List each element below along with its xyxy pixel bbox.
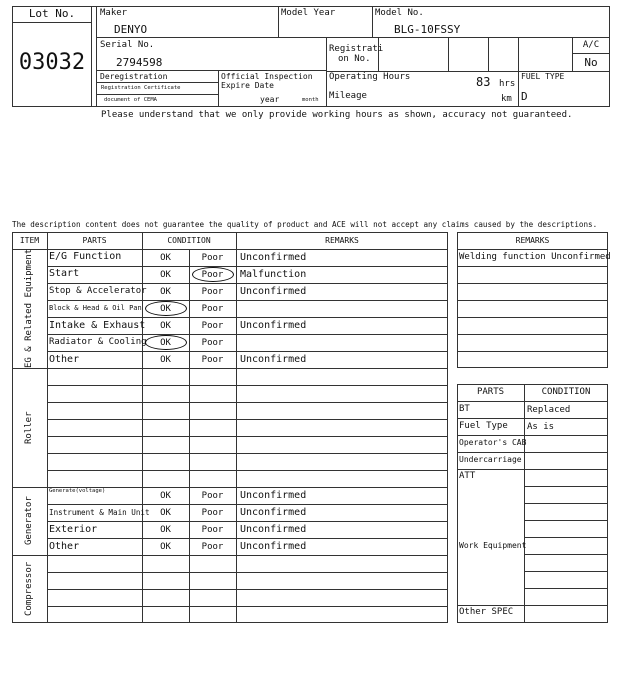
part-label: Radiator & Cooling <box>49 337 147 347</box>
group-roller: Roller <box>24 411 34 444</box>
selected-poor-start <box>192 267 234 282</box>
parts-label: ATT <box>459 471 476 481</box>
month-label: month <box>302 97 319 103</box>
group-compressor: Compressor <box>24 561 34 617</box>
registration-label-1: Registrati <box>329 44 384 54</box>
remark-text: Unconfirmed <box>240 252 307 263</box>
poor-option: Poor <box>201 525 224 535</box>
group-eg-related: EG & Related Equipment <box>24 248 34 368</box>
model-no-value: BLG-10FSSY <box>394 23 461 36</box>
year-label: year <box>260 95 280 104</box>
registration-label-2: on No. <box>338 54 371 64</box>
part-label: Stop & Accelerator <box>49 286 147 296</box>
poor-option: Poor <box>201 253 224 263</box>
parts-label: Work Equipment <box>459 541 527 550</box>
ok-option: OK <box>160 287 171 297</box>
part-label: Block & Head & Oil Pan <box>49 304 142 312</box>
remark-text: Unconfirmed <box>240 507 307 518</box>
km-unit: km <box>501 94 512 104</box>
remark-text: Unconfirmed <box>240 286 307 297</box>
lot-no-label: Lot No. <box>28 7 76 20</box>
col-remarks: REMARKS <box>325 236 359 245</box>
poor-option: Poor <box>201 491 224 501</box>
ac-value: No <box>584 56 598 69</box>
model-no-label: Model No. <box>375 8 424 18</box>
document-cema-label: document of CEMA <box>104 97 157 103</box>
ok-option: OK <box>160 542 171 552</box>
ac-label: A/C <box>582 40 600 50</box>
serial-no-label: Serial No. <box>100 40 155 50</box>
expire-date-label: Expire Date <box>221 81 274 90</box>
col-parts: PARTS <box>82 236 107 245</box>
ok-option: OK <box>160 321 171 331</box>
part-label: Exterior <box>49 524 98 535</box>
operating-hours-value: 83 <box>476 75 491 89</box>
remark-text: Unconfirmed <box>240 541 307 552</box>
side-remarks-line: Welding function Unconfirmed <box>459 252 611 262</box>
fuel-type-value: D <box>521 90 528 103</box>
maker-label: Maker <box>100 8 128 18</box>
condition-value: As is <box>527 422 555 432</box>
fuel-type-label: FUEL TYPE <box>521 72 565 81</box>
poor-option: Poor <box>201 304 224 314</box>
condition-col-header: CONDITION <box>541 387 591 397</box>
selected-ok-block-head <box>145 301 187 316</box>
part-label: Instrument & Main Unit <box>49 508 150 517</box>
poor-option: Poor <box>201 338 224 348</box>
side-remarks-title: REMARKS <box>515 236 550 245</box>
parts-label: Other SPEC <box>459 607 514 617</box>
lot-no-value: 03032 <box>18 50 86 75</box>
poor-option: Poor <box>201 321 224 331</box>
ok-option: OK <box>160 253 171 263</box>
poor-option: Poor <box>201 542 224 552</box>
parts-col-header: PARTS <box>476 387 505 397</box>
part-label: E/G Function <box>49 251 122 262</box>
official-inspection-label: Official Inspection <box>221 72 313 81</box>
ok-option: OK <box>160 491 171 501</box>
hours-notice: Please understand that we only provide working hours as shown, accuracy not guaranteed. <box>101 110 573 120</box>
parts-label: Fuel Type <box>459 421 508 431</box>
hrs-unit: hrs <box>499 79 516 89</box>
remark-text: Unconfirmed <box>240 354 307 365</box>
description-notice: The description content does not guarantee the quality of product and ACE will not accept any claims caused by the descriptions. <box>12 220 598 229</box>
ok-option: OK <box>160 304 171 314</box>
registration-certificate-label: Registration Certificate <box>101 85 181 91</box>
col-item: ITEM <box>19 236 40 245</box>
deregistration-label: Deregistration <box>100 72 168 81</box>
remark-text: Malfunction <box>240 269 307 280</box>
part-label: Intake & Exhaust <box>49 320 146 331</box>
poor-option: Poor <box>201 270 224 280</box>
serial-no-value: 2794598 <box>116 56 163 69</box>
operating-hours-label: Operating Hours <box>329 72 411 82</box>
maker-value: DENYO <box>114 23 148 36</box>
poor-option: Poor <box>201 355 224 365</box>
parts-label: BT <box>459 404 470 414</box>
selected-ok-radiator <box>145 335 187 350</box>
remark-text: Unconfirmed <box>240 524 307 535</box>
group-generator: Generator <box>24 496 34 546</box>
ok-option: OK <box>160 355 171 365</box>
remark-text: Unconfirmed <box>240 490 307 501</box>
parts-label: Operator's CAB <box>459 438 527 447</box>
ok-option: OK <box>160 338 171 348</box>
part-label: Other <box>49 354 80 365</box>
parts-label: Undercarriage <box>459 455 522 464</box>
ok-option: OK <box>160 525 171 535</box>
ok-option: OK <box>160 508 171 518</box>
remark-text: Unconfirmed <box>240 320 307 331</box>
poor-option: Poor <box>201 508 224 518</box>
mileage-label: Mileage <box>329 91 367 101</box>
condition-value: Replaced <box>527 405 571 415</box>
ok-option: OK <box>160 270 171 280</box>
part-label: Generate(voltage) <box>49 488 106 494</box>
col-condition: CONDITION <box>167 236 211 245</box>
model-year-label: Model Year <box>281 8 336 18</box>
poor-option: Poor <box>201 287 224 297</box>
part-label: Start <box>49 268 80 279</box>
part-label: Other <box>49 541 80 552</box>
